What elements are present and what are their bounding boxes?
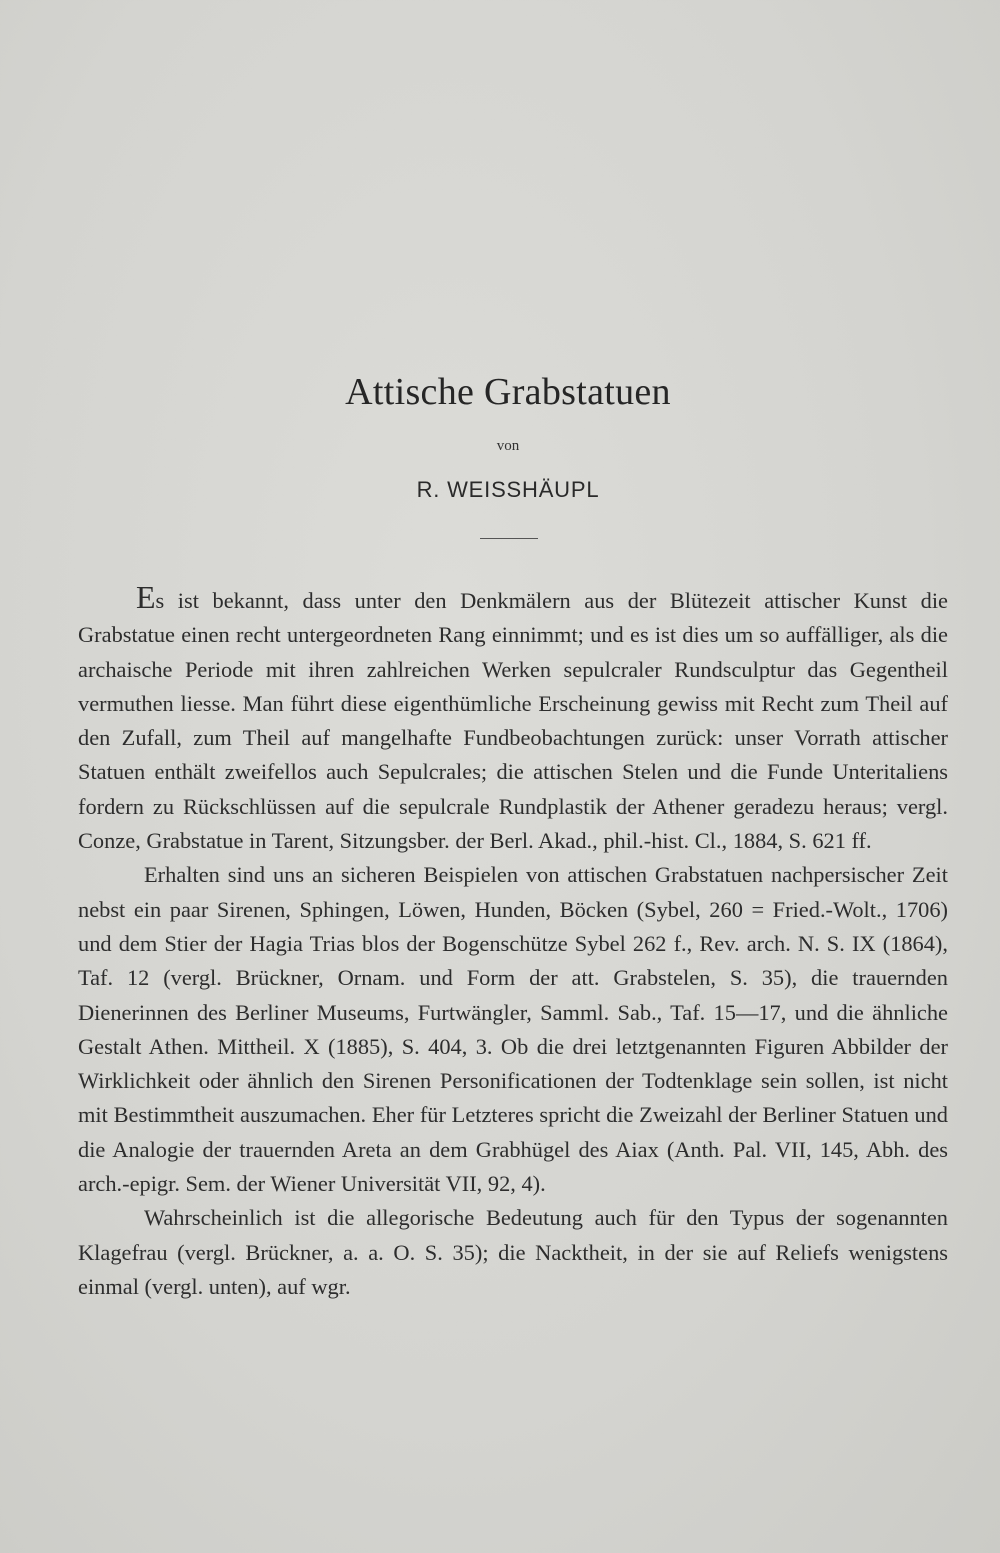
byline-von: von bbox=[496, 438, 520, 454]
paragraph-2: Erhalten sind uns an sicheren Beispielen von attischen Grabstatuen nachpersischer Zeit nebst ein paar Sirenen, Sphingen, Löwen, Hunden, Böcken (Sybel, 260 = Fried.-Wolt., 1706) und dem Stier der Hagia Trias blos der Bogenschütze Sybel 262 f., Rev. arch. N. S. IX (1864), Taf. 12 (vergl. Brückner, Ornam. und Form der att. Grabstelen, S. 35), die trauernden Dienerinnen des Berliner Museums, Furtwängler, Samml. Sab., Taf. 15—17, und die ähnliche Gestalt Athen. Mittheil. X (1885), S. 404, 3. Ob die drei letztgenannten Figuren Abbilder der Wirklichkeit oder ähnlich den Sirenen Personificationen der Todtenklage sein sollen, ist nicht mit Bestimmtheit auszumachen. Eher für Letzteres spricht die Zweizahl der Berliner Statuen und die Analogie der trauernden Areta an dem Grabhügel des Aiax (Anth. Pal. VII, 145, Abh. des arch.-epigr. Sem. der Wiener Universität VII, 92, 4). bbox=[78, 862, 948, 1197]
paragraph-1: Es ist bekannt, dass unter den Denkmälern aus der Blütezeit attischer Kunst die Grabstatue einen recht untergeordneten Rang einnimmt; und es ist dies um so auffälliger, als die archaische Periode mit ihren zahlreichen Werken sepulcraler Rundsculptur das Gegentheil vermuthen liesse. Man führt diese eigenthümliche Erscheinung gewiss mit Recht zum Theil auf den Zufall, zum Theil auf mangelhafte Fundbeobachtungen zurück: unser Vorrath attischer Statuen enthält zweifellos auch Sepulcrales; die attischen Stelen und die Funde Unteritaliens fordern zu Rückschlüssen auf die sepulcrale Rundplastik der Athener geradezu heraus; vergl. Conze, Grabstatue in Tarent, Sitzungsber. der Berl. Akad., phil.-hist. Cl., 1884, S. 621 ff. bbox=[78, 579, 948, 854]
title-divider bbox=[480, 538, 538, 539]
article-title: Attische Grabstatuen bbox=[345, 371, 671, 413]
article-body bbox=[78, 580, 948, 1304]
paragraph-3: Wahrscheinlich ist die allegorische Bedeutung auch für den Typus der sogenannten Klagefrau (vergl. Brückner, a. a. O. S. 35); die Nacktheit, in der sie auf Reliefs wenigstens einmal (vergl. unten), auf wgr. bbox=[78, 1205, 948, 1299]
author-name: R. WEISSHÄUPL bbox=[416, 477, 600, 502]
